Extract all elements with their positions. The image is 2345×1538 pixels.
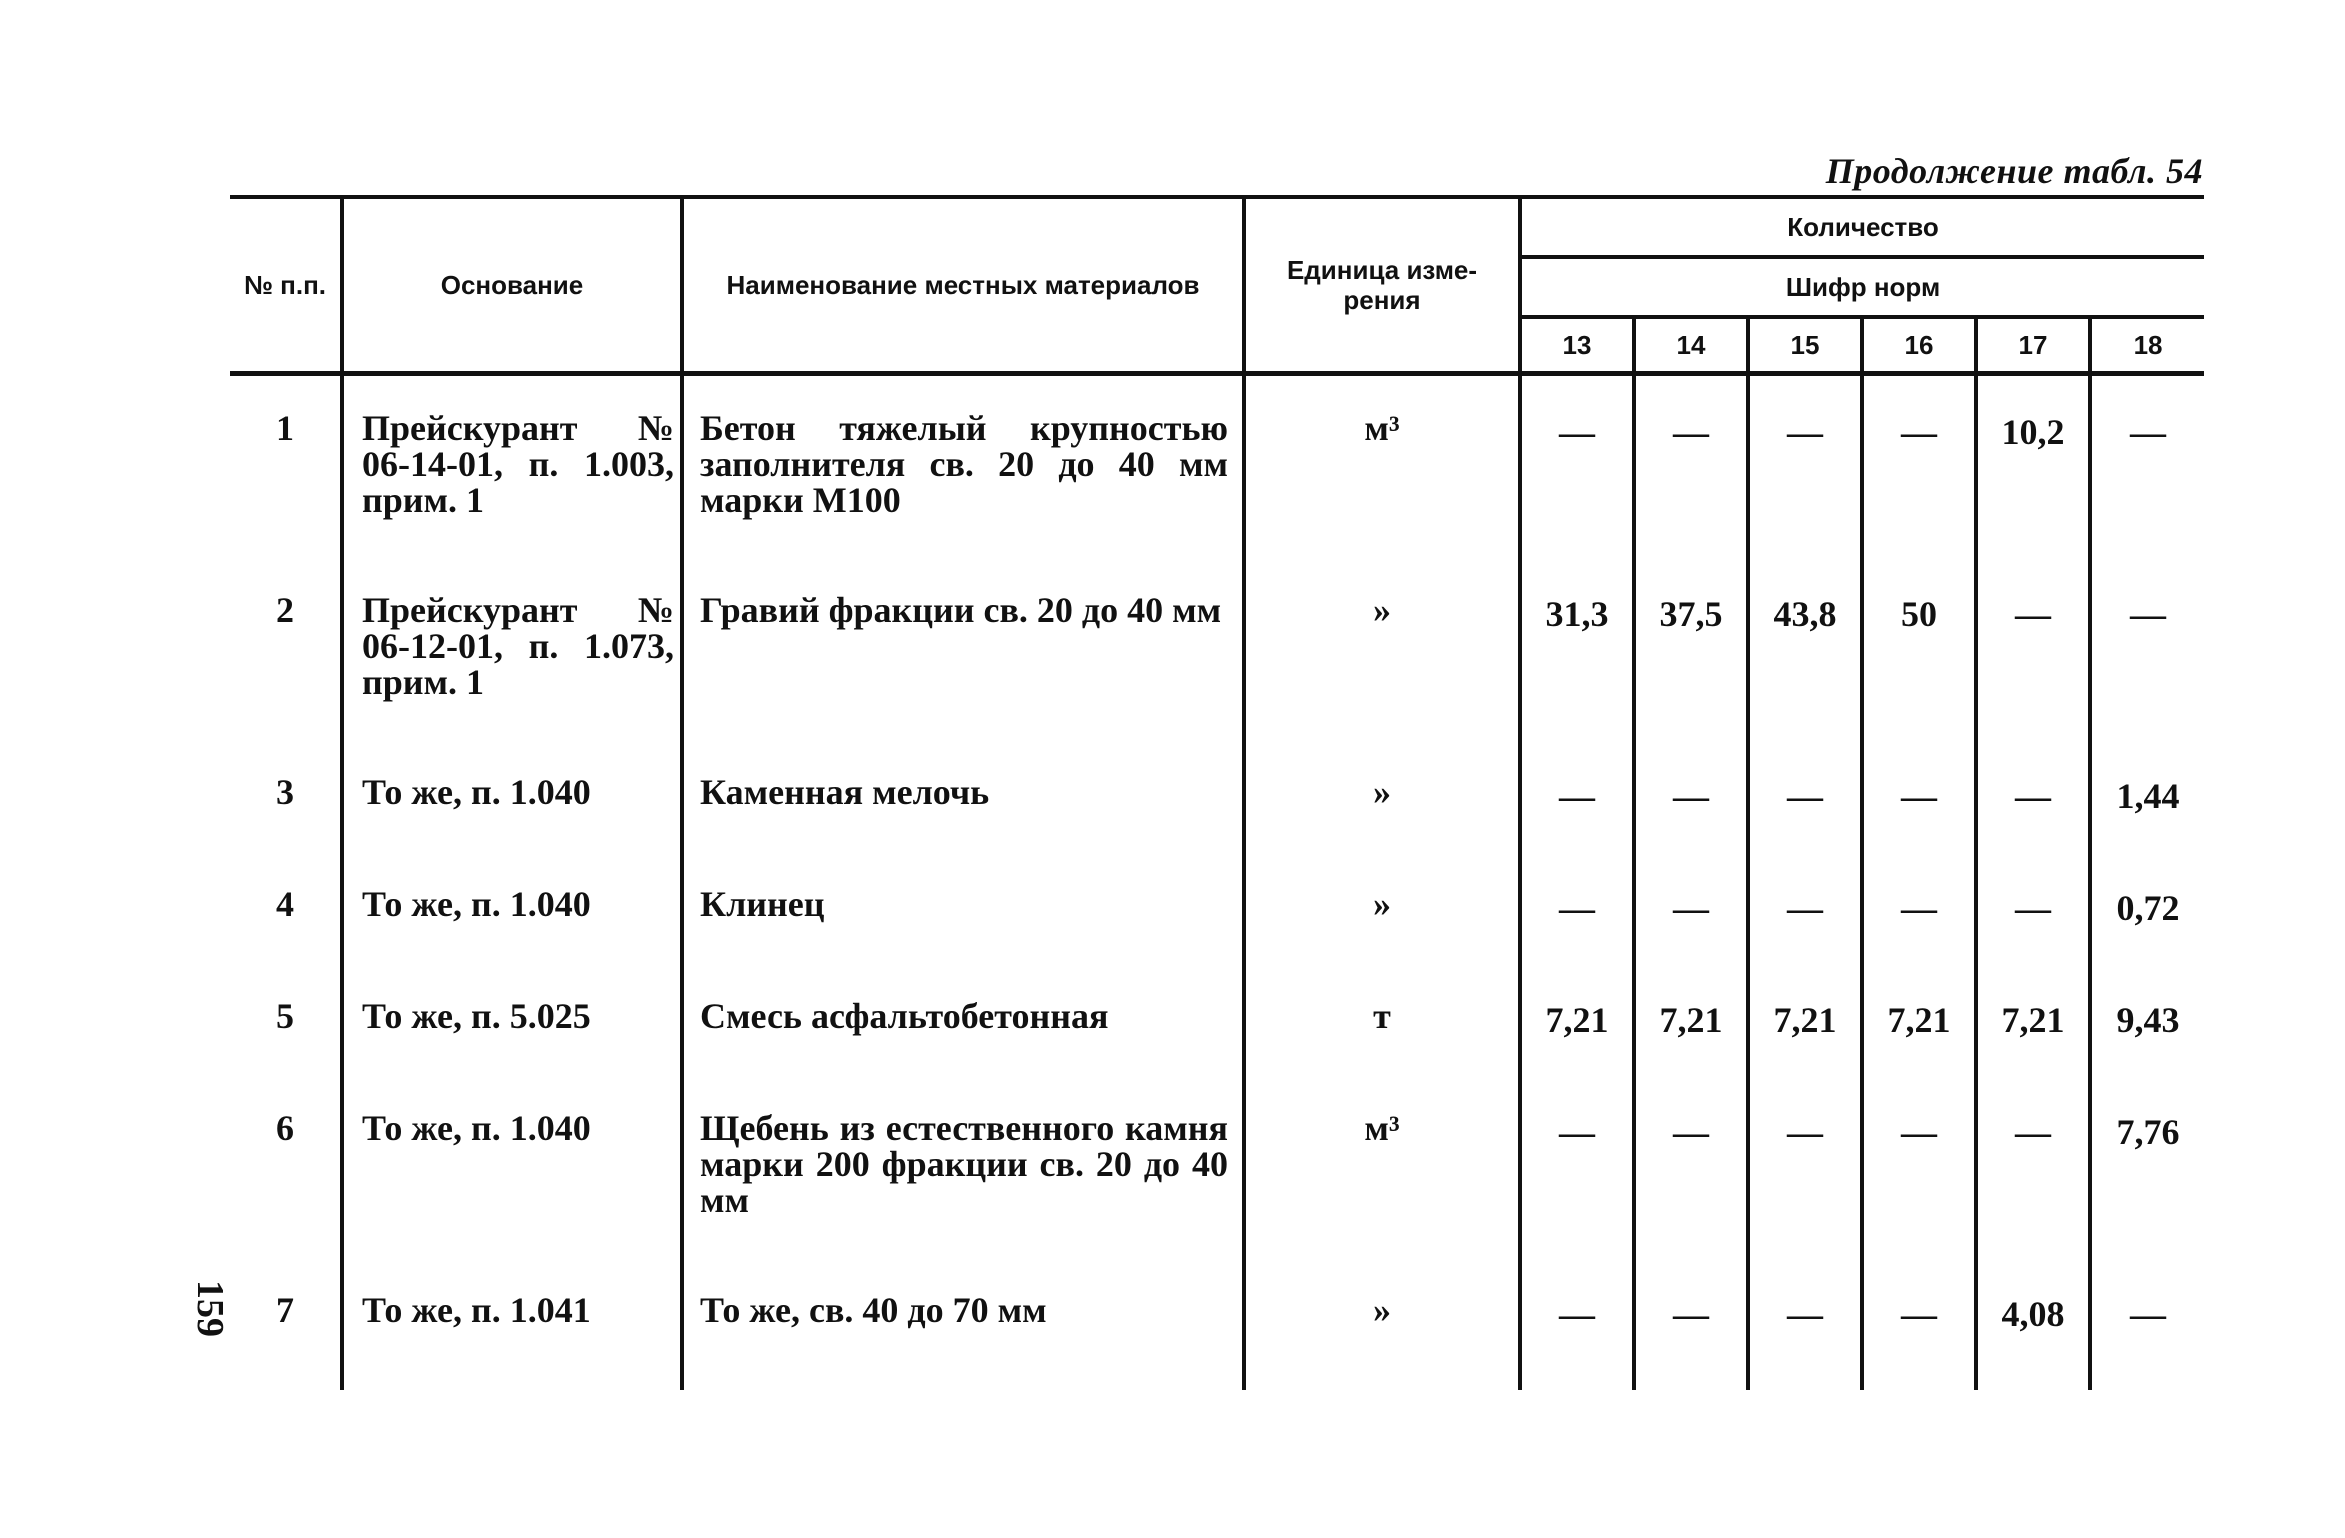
row-basis: То же, п. 1.040 [342, 860, 682, 972]
row-unit: » [1244, 566, 1520, 748]
row-material-name: Каменная мелочь [682, 748, 1244, 860]
row-quantity-value: 37,5 [1634, 566, 1748, 748]
row-material-name: Бетон тяжелый крупностью заполнителя св. 20 до 40 мм марки М100 [682, 374, 1244, 567]
row-material-name: Клинец [682, 860, 1244, 972]
page-number: 159 [189, 1280, 231, 1337]
row-unit: » [1244, 1266, 1520, 1390]
row-quantity-value: — [1520, 748, 1634, 860]
row-quantity-value: — [1634, 374, 1748, 567]
table-body [230, 374, 2204, 1391]
table-row [230, 374, 2204, 567]
row-unit: » [1244, 748, 1520, 860]
row-basis: То же, п. 5.025 [342, 972, 682, 1084]
row-quantity-value: — [1976, 1084, 2090, 1266]
row-quantity-value: — [1976, 748, 2090, 860]
table-caption: Продолжение табл. 54 [1825, 151, 2203, 191]
row-quantity-value: — [1520, 1266, 1634, 1390]
row-material-name: Щебень из естественного камня марки 200 фракции св. 20 до 40 мм [682, 1084, 1244, 1266]
row-basis: Прейскурант № 06-14-01, п. 1.003, прим. 1 [342, 374, 682, 567]
table-row [230, 748, 2204, 860]
row-quantity-value: — [1634, 860, 1748, 972]
row-unit: » [1244, 860, 1520, 972]
row-material-name: Гравий фракции св. 20 до 40 мм [682, 566, 1244, 748]
row-quantity-value: — [1520, 1084, 1634, 1266]
header-code: 15 [1748, 317, 1862, 374]
row-quantity-value: — [1748, 860, 1862, 972]
row-quantity-value: 10,2 [1976, 374, 2090, 567]
row-quantity-value: — [1748, 748, 1862, 860]
row-quantity-value: 1,44 [2090, 748, 2204, 860]
materials-table [230, 195, 2204, 1390]
header-name: Наименование местных материалов [682, 197, 1244, 374]
row-number: 3 [276, 772, 294, 812]
header-code: 14 [1634, 317, 1748, 374]
header-basis: Основание [342, 197, 682, 374]
row-quantity-value: — [1862, 860, 1976, 972]
header-code: 13 [1520, 317, 1634, 374]
header-unit [1244, 197, 1520, 374]
row-unit: м³ [1244, 374, 1520, 567]
row-quantity-value: — [1520, 374, 1634, 567]
row-quantity-value: — [1862, 748, 1976, 860]
row-number: 4 [276, 884, 294, 924]
row-quantity-value: 7,76 [2090, 1084, 2204, 1266]
row-number: 6 [276, 1108, 294, 1148]
row-quantity-value: — [1748, 374, 1862, 567]
row-quantity-value: — [2090, 566, 2204, 748]
row-quantity-value: — [1862, 374, 1976, 567]
row-quantity-value: 0,72 [2090, 860, 2204, 972]
table-row [230, 1084, 2204, 1266]
row-quantity-value: 43,8 [1748, 566, 1862, 748]
header-quantity: Количество [1520, 197, 2204, 257]
row-quantity-value: — [1520, 860, 1634, 972]
row-quantity-value: 7,21 [1976, 972, 2090, 1084]
table-row [230, 1266, 2204, 1390]
row-quantity-value: — [1634, 1266, 1748, 1390]
row-unit: м³ [1244, 1084, 1520, 1266]
row-number: 5 [276, 996, 294, 1036]
row-quantity-value: 9,43 [2090, 972, 2204, 1084]
row-quantity-value: — [1976, 566, 2090, 748]
header-unit-line2: рения [1343, 285, 1421, 315]
header-code: 16 [1862, 317, 1976, 374]
row-quantity-value: 7,21 [1520, 972, 1634, 1084]
row-number: 7 [276, 1290, 294, 1330]
table-row [230, 860, 2204, 972]
row-quantity-value: 7,21 [1634, 972, 1748, 1084]
row-quantity-value: — [1862, 1084, 1976, 1266]
header-unit-line1: Единица изме- [1286, 255, 1478, 285]
row-basis: Прейскурант № 06-12-01, п. 1.073, прим. 1 [342, 566, 682, 748]
row-quantity-value: 7,21 [1748, 972, 1862, 1084]
row-quantity-value: — [1634, 748, 1748, 860]
table-row [230, 566, 2204, 748]
row-basis: То же, п. 1.041 [342, 1266, 682, 1390]
row-basis: То же, п. 1.040 [342, 1084, 682, 1266]
row-basis: То же, п. 1.040 [342, 748, 682, 860]
row-quantity-value: 7,21 [1862, 972, 1976, 1084]
row-quantity-value: — [1976, 860, 2090, 972]
header-num: № п.п. [243, 269, 327, 300]
header-code: 17 [1976, 317, 2090, 374]
row-quantity-value: 50 [1862, 566, 1976, 748]
header-cipher: Шифр норм [1520, 257, 2204, 317]
row-quantity-value: 31,3 [1520, 566, 1634, 748]
row-quantity-value: 4,08 [1976, 1266, 2090, 1390]
row-number: 2 [276, 590, 294, 630]
row-quantity-value: — [1862, 1266, 1976, 1390]
row-number: 1 [276, 408, 294, 448]
row-quantity-value: — [2090, 374, 2204, 567]
table-header [230, 197, 2204, 374]
header-code: 18 [2090, 317, 2204, 374]
row-material-name: Смесь асфальтобетонная [682, 972, 1244, 1084]
row-quantity-value: — [1748, 1084, 1862, 1266]
row-quantity-value: — [1634, 1084, 1748, 1266]
table-row [230, 972, 2204, 1084]
row-quantity-value: — [2090, 1266, 2204, 1390]
row-unit: т [1244, 972, 1520, 1084]
row-quantity-value: — [1748, 1266, 1862, 1390]
row-material-name: То же, св. 40 до 70 мм [682, 1266, 1244, 1390]
